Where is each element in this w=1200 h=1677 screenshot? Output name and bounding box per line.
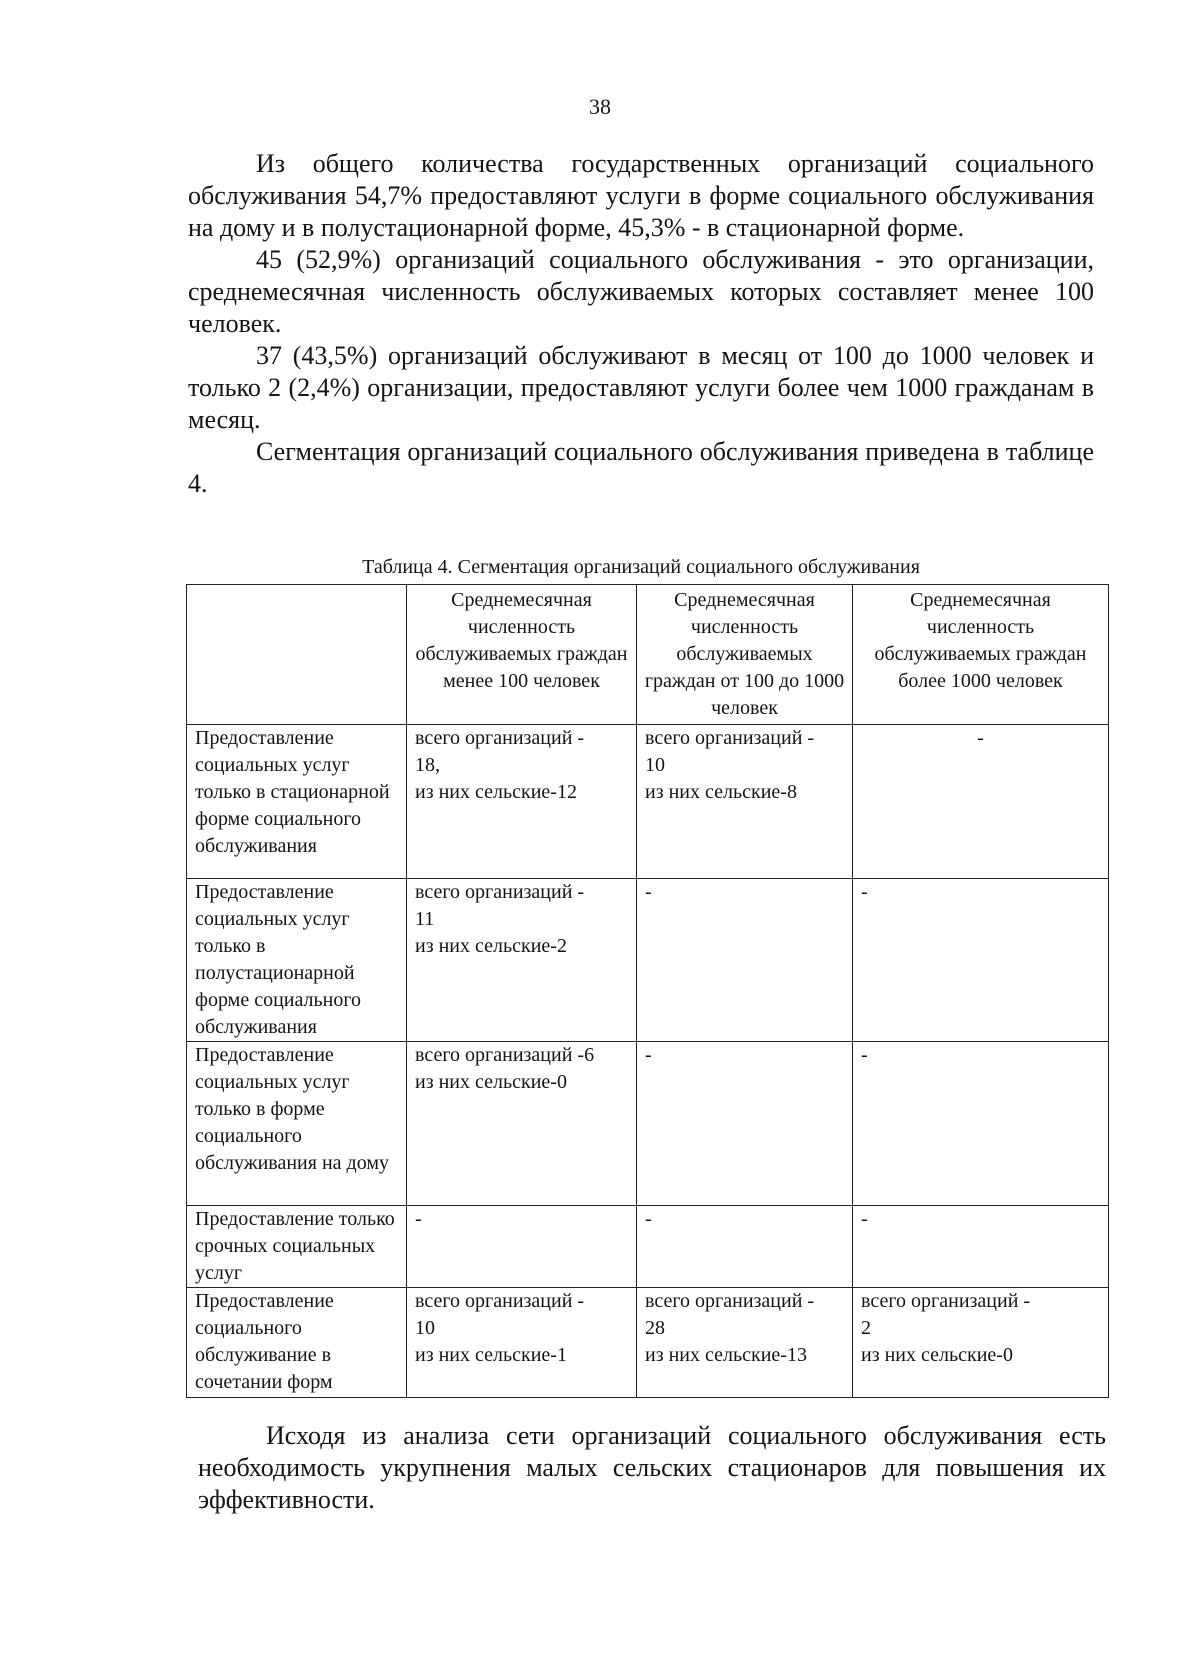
header-cell: Среднемесячная численность обслуживаемых граждан более 1000 человек (853, 585, 1109, 725)
paragraph: Сегментация организаций социального обслуживания приведена в таблице 4. (188, 437, 1094, 498)
table-cell (637, 879, 853, 1042)
table-cell (407, 1288, 637, 1398)
table-caption: Таблица 4. Сегментация организаций социального обслуживания (362, 556, 920, 578)
cell-line: всего организаций - (645, 1290, 815, 1312)
cell-line: - (977, 727, 984, 749)
row-label: Предоставление социального обслуживание в сочетании форм (187, 1288, 407, 1398)
cell-line: 2 (861, 1317, 871, 1339)
table-cell (637, 725, 853, 879)
cell-line: 10 (645, 754, 665, 776)
cell-line: - (645, 881, 652, 903)
segmentation-table (186, 584, 1109, 1398)
cell-line: всего организаций -6 (415, 1044, 595, 1066)
header-cell: Среднемесячная численность обслуживаемых граждан менее 100 человек (407, 585, 637, 725)
row-label: Предоставление только срочных социальных услуг (187, 1206, 407, 1288)
table-cell (407, 1206, 637, 1288)
table-row (187, 1206, 1109, 1288)
intro-text (188, 148, 1094, 500)
row-label: Предоставление социальных услуг только в стационарной форме социального обслуживания (187, 725, 407, 879)
table-row (187, 1042, 1109, 1206)
cell-line: из них сельские-8 (645, 781, 797, 803)
cell-line: - (861, 1208, 868, 1230)
table-cell (407, 725, 637, 879)
table-cell (853, 1288, 1109, 1398)
cell-line: всего организаций - (415, 727, 585, 749)
cell-line: 18, (415, 754, 440, 776)
table-cell (637, 1206, 853, 1288)
cell-line: из них сельские-1 (415, 1344, 567, 1366)
cell-line: всего организаций - (415, 1290, 585, 1312)
table-cell (853, 879, 1109, 1042)
cell-line: - (861, 1044, 868, 1066)
closing-paragraph: Исходя из анализа сети организаций социального обслуживания есть необходимость укрупнения малых сельских стационаров для повышения их эффективности. (198, 1421, 1106, 1514)
table-cell (853, 1042, 1109, 1206)
cell-line: из них сельские-13 (645, 1344, 807, 1366)
table-row (187, 879, 1109, 1042)
paragraph: 37 (43,5%) организаций обслуживают в месяц от 100 до 1000 человек и только 2 (2,4%) организации, предоставляют услуги более чем 1000 гражданам в месяц. (188, 341, 1094, 434)
page-number: 38 (589, 94, 611, 119)
row-label: Предоставление социальных услуг только в форме социального обслуживания на дому (187, 1042, 407, 1206)
cell-line: из них сельские-0 (415, 1071, 567, 1093)
cell-line: 11 (415, 908, 435, 930)
cell-line: - (861, 881, 868, 903)
cell-line: всего организаций - (861, 1290, 1031, 1312)
table-row (187, 1288, 1109, 1398)
cell-line: всего организаций - (645, 727, 815, 749)
cell-line: - (645, 1044, 652, 1066)
cell-line: - (645, 1208, 652, 1230)
table-cell (637, 1042, 853, 1206)
cell-line: всего организаций - (415, 881, 585, 903)
table-cell (407, 1042, 637, 1206)
cell-line: 10 (415, 1317, 435, 1339)
table-header-row (187, 585, 1109, 725)
paragraph: Из общего количества государственных организаций социального обслуживания 54,7% предоставляют услуги в форме социального обслуживания на дому и в полустационарной форме, 45,3% - в стационарной форме. (188, 149, 1094, 242)
table-cell (853, 1206, 1109, 1288)
cell-line: - (415, 1208, 422, 1230)
table-cell (637, 1288, 853, 1398)
table-cell (407, 879, 637, 1042)
paragraph: 45 (52,9%) организаций социального обслуживания - это организации, среднемесячная численность обслуживаемых которых составляет менее 100 человек. (188, 245, 1094, 338)
cell-line: из них сельские-2 (415, 935, 567, 957)
cell-line: 28 (645, 1317, 665, 1339)
header-cell: Среднемесячная численность обслуживаемых граждан от 100 до 1000 человек (637, 585, 853, 725)
header-cell (187, 585, 407, 725)
table-row (187, 725, 1109, 879)
cell-line: из них сельские-12 (415, 781, 577, 803)
row-label: Предоставление социальных услуг только в полустационарной форме социального обслуживания (187, 879, 407, 1042)
table-cell (853, 725, 1109, 879)
cell-line: из них сельские-0 (861, 1344, 1013, 1366)
